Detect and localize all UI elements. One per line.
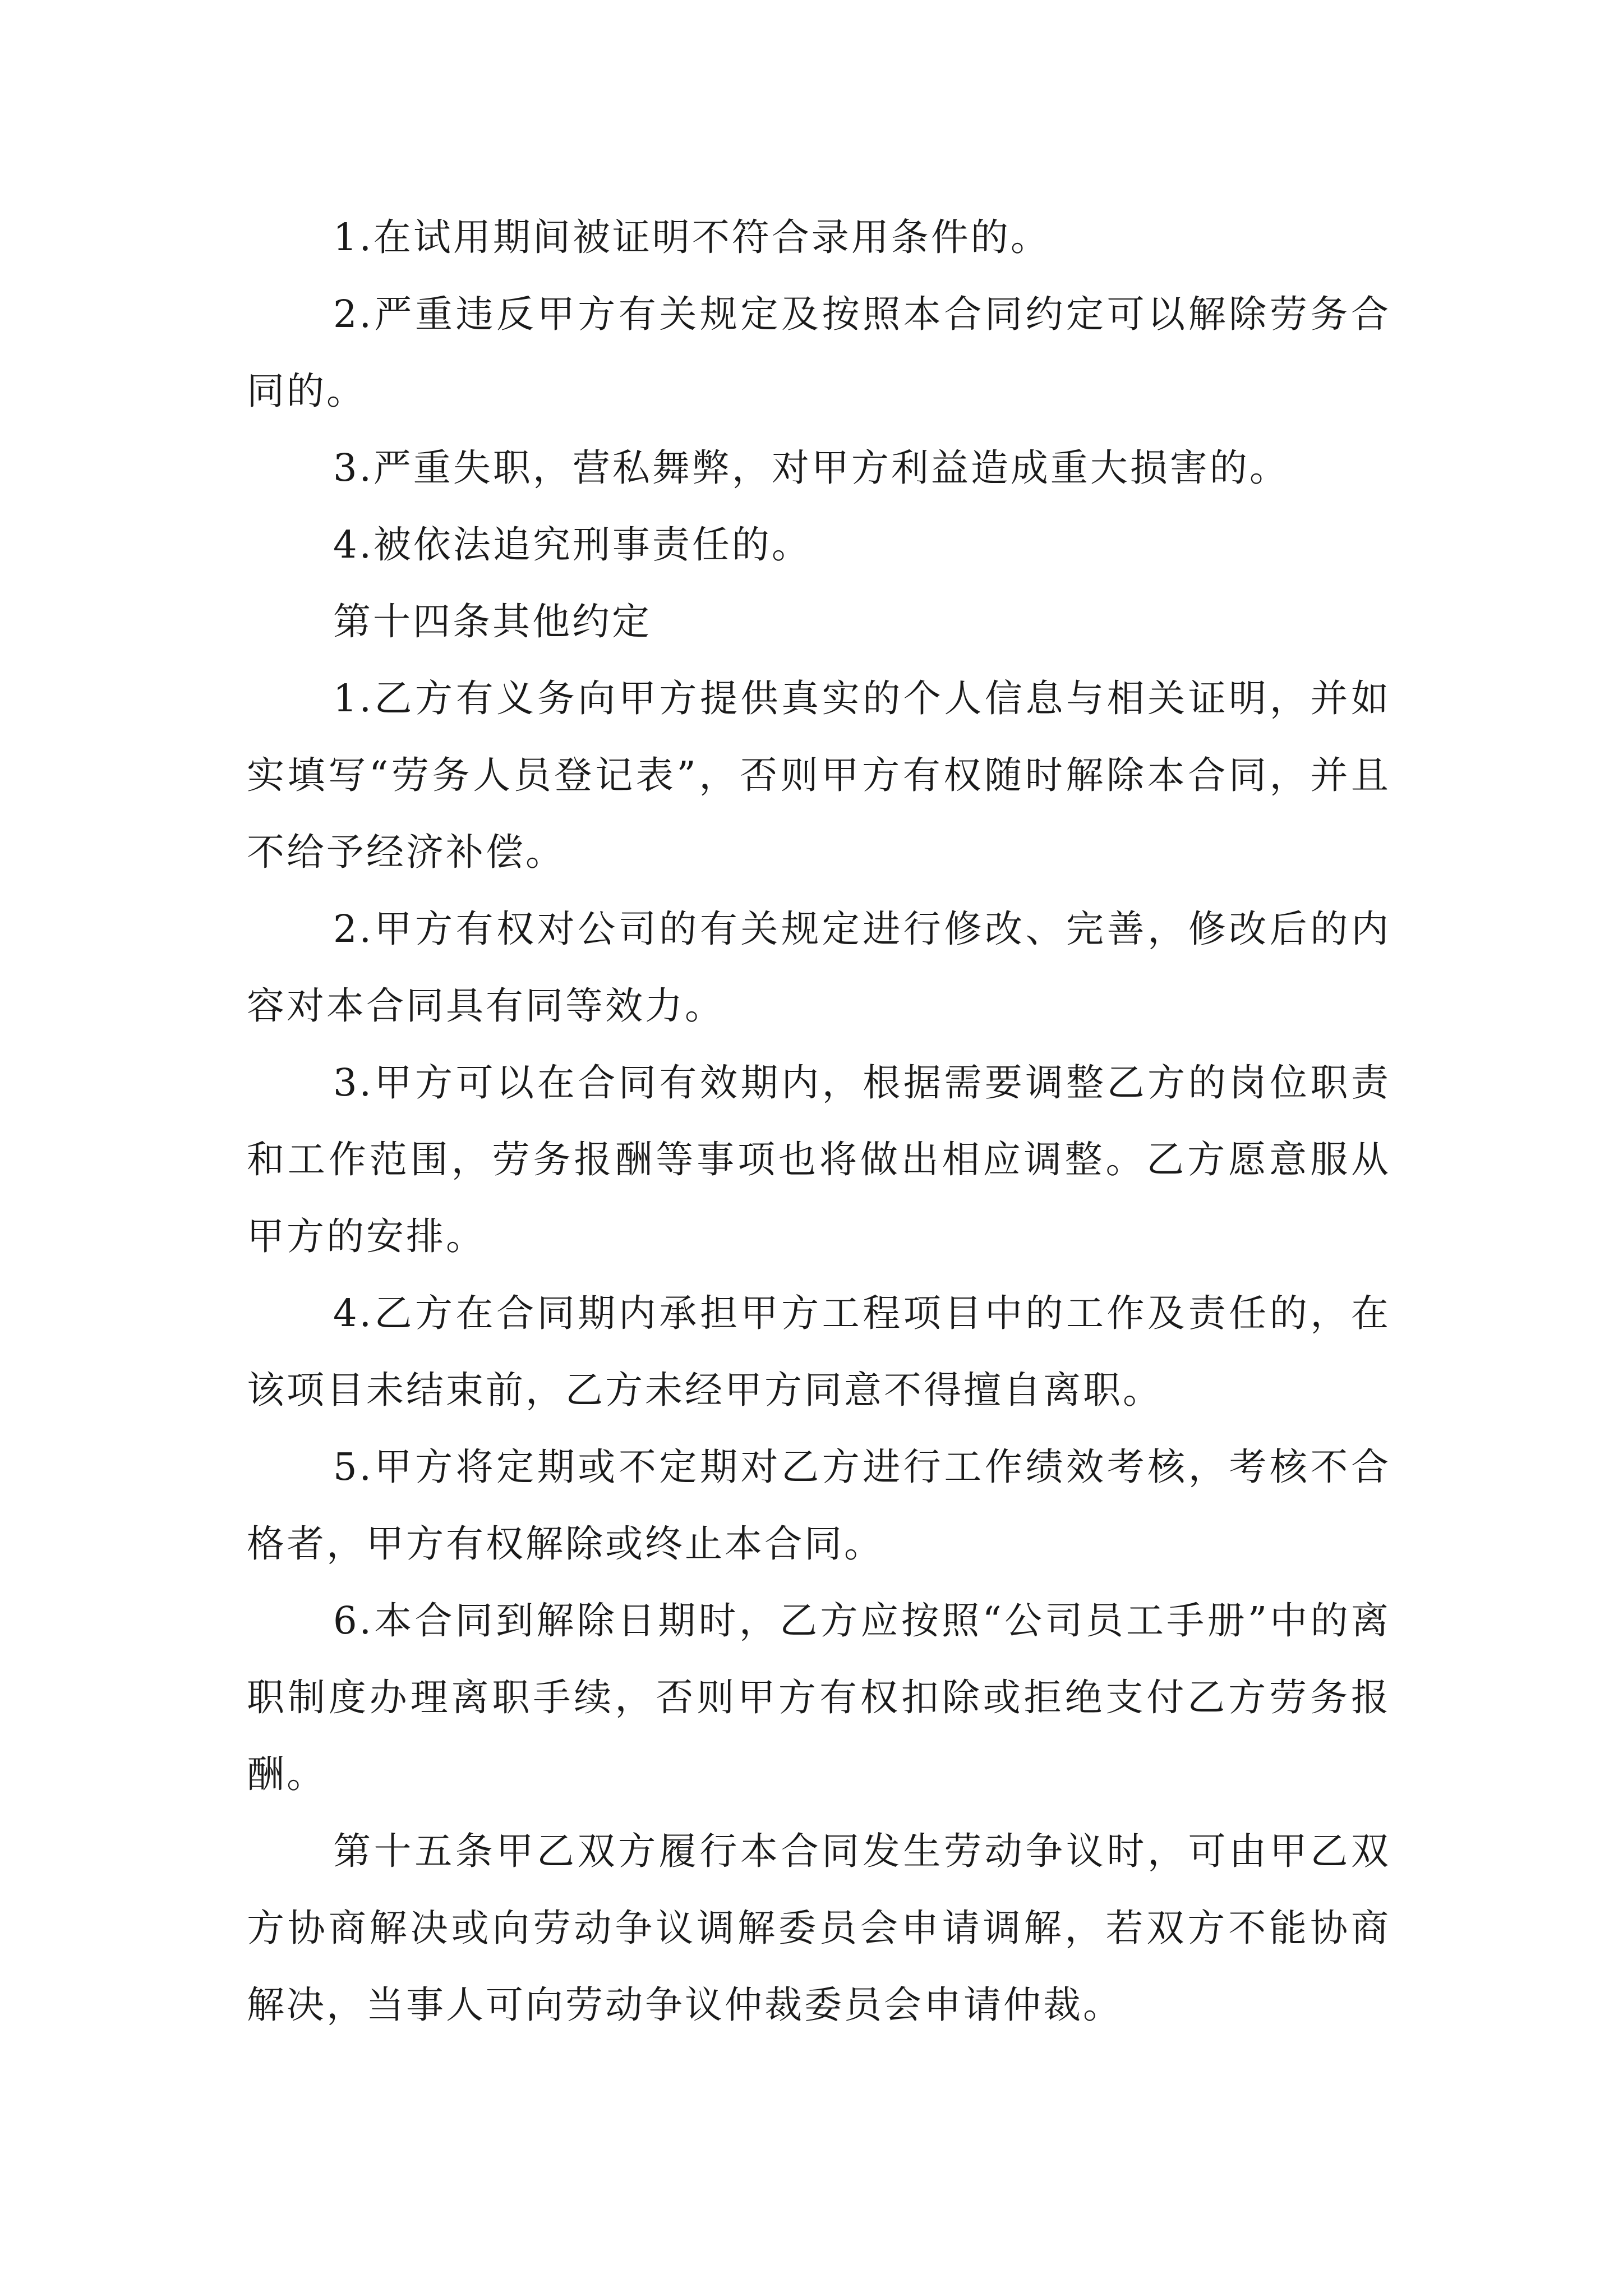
article-14-item-1: 1.乙方有义务向甲方提供真实的个人信息与相关证明，并如实填写“劳务人员登记表”，否则甲方有权随时解除本合同，并且不给予经济补偿。 — [247, 677, 1391, 874]
article-14-item-6: 6.本合同到解除日期时，乙方应按照“公司员工手册”中的离职制度办理离职手续，否则甲方有权扣除或拒绝支付乙方劳务报酬。 — [247, 1599, 1391, 1796]
article-15: 第十五条甲乙双方履行本合同发生劳动争议时，可由甲乙双方协商解决或向劳动争议调解委员会申请调解，若双方不能协商解决，当事人可向劳动争议仲裁委员会申请仲裁。 — [247, 1829, 1391, 2027]
clause-3: 3.严重失职，营私舞弊，对甲方利益造成重大损害的。 — [333, 446, 1289, 490]
article-14-item-4: 4.乙方在合同期内承担甲方工程项目中的工作及责任的，在该项目未结束前，乙方未经甲方同意不得擅自离职。 — [247, 1291, 1391, 1412]
article-14-heading: 第十四条其他约定 — [333, 600, 652, 643]
clause-4: 4.被依法追究刑事责任的。 — [333, 523, 811, 567]
article-14-item-3: 3.甲方可以在合同有效期内，根据需要调整乙方的岗位职责和工作范围，劳务报酬等事项也将做出相应调整。乙方愿意服从甲方的安排。 — [247, 1061, 1391, 1258]
document-body — [247, 199, 1391, 2044]
clause-2: 2.严重违反甲方有关规定及按照本合同约定可以解除劳务合同的。 — [247, 292, 1391, 413]
article-14-item-2: 2.甲方有权对公司的有关规定进行修改、完善，修改后的内容对本合同具有同等效力。 — [247, 907, 1391, 1028]
clause-1: 1.在试用期间被证明不符合录用条件的。 — [333, 215, 1050, 259]
article-14-item-5: 5.甲方将定期或不定期对乙方进行工作绩效考核，考核不合格者，甲方有权解除或终止本合同。 — [247, 1445, 1391, 1566]
